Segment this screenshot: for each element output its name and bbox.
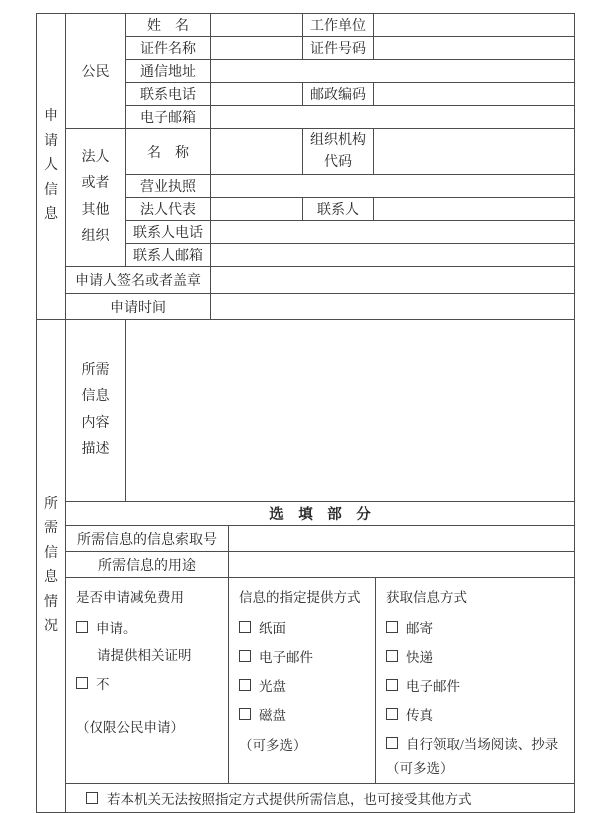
- section-label-required-info-text: 所需信息情况: [44, 496, 58, 635]
- signature-input[interactable]: [211, 267, 575, 294]
- index-number-label: 所需信息的信息索取号: [66, 526, 229, 552]
- other-method-cell: [66, 784, 575, 813]
- delivery-option-disk[interactable]: [239, 704, 369, 724]
- obtain-option-self-pickup-label: 自行领取/当场阅读、抄录: [406, 737, 559, 753]
- phone-input[interactable]: [211, 83, 303, 106]
- apply-date-input[interactable]: [211, 294, 575, 320]
- contact-phone-input[interactable]: [211, 221, 575, 244]
- checkbox-apply-icon[interactable]: [76, 621, 88, 633]
- checkbox-express-icon[interactable]: [386, 650, 398, 662]
- fee-waiver-apply-note: 请提供相关证明: [97, 648, 192, 664]
- group-label-citizen: [66, 14, 126, 129]
- license-label: 营业执照: [126, 175, 211, 198]
- delivery-option-email[interactable]: [239, 646, 369, 666]
- checkbox-disk-icon[interactable]: [239, 708, 251, 720]
- obtain-option-fax-label: 传真: [406, 708, 433, 724]
- checkbox-paper-icon[interactable]: [239, 621, 251, 633]
- checkbox-fax-icon[interactable]: [386, 708, 398, 720]
- group-label-organization: [66, 129, 126, 267]
- address-input[interactable]: [211, 60, 575, 83]
- obtain-option-express[interactable]: [386, 646, 568, 666]
- legal-rep-label: 法人代表: [126, 198, 211, 221]
- description-input[interactable]: [126, 320, 575, 502]
- obtain-option-fax[interactable]: [386, 704, 568, 724]
- obtain-option-mail-label: 邮寄: [406, 621, 433, 637]
- description-label-text: 所需信息内容描述: [81, 362, 110, 458]
- address-label: 通信地址: [126, 60, 211, 83]
- delivery-method-cell: [229, 578, 376, 784]
- signature-label: 申请人签名或者盖章: [66, 267, 211, 294]
- delivery-method-title: 信息的指定提供方式: [239, 590, 361, 606]
- obtain-option-email-label: 电子邮件: [406, 679, 460, 695]
- purpose-input[interactable]: [229, 552, 575, 578]
- org-code-label: [303, 129, 374, 175]
- id-type-label: 证件名称: [126, 37, 211, 60]
- name-label: 姓 名: [126, 14, 211, 37]
- section-label-applicant-text: 申请人信息: [44, 109, 58, 223]
- group-label-citizen-text: 公民: [81, 65, 110, 80]
- required-info-table: [36, 319, 575, 813]
- postcode-label: 邮政编码: [303, 83, 374, 106]
- work-unit-label: 工作单位: [303, 14, 374, 37]
- contact-label: 联系人: [303, 198, 374, 221]
- fee-waiver-option-no[interactable]: [76, 673, 222, 693]
- id-number-label: 证件号码: [303, 37, 374, 60]
- checkbox-cd-icon[interactable]: [239, 679, 251, 691]
- apply-date-label: 申请时间: [66, 294, 211, 320]
- delivery-option-disk-label: 磁盘: [259, 708, 286, 724]
- postcode-input[interactable]: [374, 83, 575, 106]
- delivery-method-note: （可多选）: [239, 738, 307, 754]
- phone-label: 联系电话: [126, 83, 211, 106]
- obtain-option-email[interactable]: [386, 675, 568, 695]
- checkbox-obtain-email-icon[interactable]: [386, 679, 398, 691]
- email-input[interactable]: [211, 106, 575, 129]
- work-unit-input[interactable]: [374, 14, 575, 37]
- section-label-applicant: [37, 14, 66, 320]
- fee-waiver-option-apply[interactable]: [76, 617, 222, 637]
- org-name-label: 名 称: [126, 129, 211, 175]
- id-number-input[interactable]: [374, 37, 575, 60]
- delivery-option-email-label: 电子邮件: [259, 650, 313, 666]
- checkbox-other-method-icon[interactable]: [86, 792, 98, 804]
- checkbox-self-pickup-icon[interactable]: [386, 737, 398, 749]
- delivery-option-paper[interactable]: [239, 617, 369, 637]
- fee-waiver-option-apply-label: 申请。: [96, 621, 137, 637]
- index-number-input[interactable]: [229, 526, 575, 552]
- checkbox-delivery-email-icon[interactable]: [239, 650, 251, 662]
- application-form: [36, 13, 574, 813]
- group-label-organization-text: 法人或者其他组织: [81, 149, 110, 245]
- email-label: 电子邮箱: [126, 106, 211, 129]
- obtain-option-self-pickup[interactable]: [386, 733, 568, 753]
- applicant-info-table: [36, 13, 575, 320]
- org-code-input[interactable]: [374, 129, 575, 175]
- delivery-option-paper-label: 纸面: [259, 621, 286, 637]
- fee-waiver-option-no-label: 不: [96, 677, 110, 693]
- obtain-option-express-label: 快递: [406, 650, 433, 666]
- other-method-note-label: 若本机关无法按照指定方式提供所需信息，也可接受其他方式: [107, 792, 472, 808]
- optional-section-header: 选 填 部 分: [66, 502, 575, 526]
- name-input[interactable]: [211, 14, 303, 37]
- org-name-input[interactable]: [211, 129, 303, 175]
- obtain-method-cell: [376, 578, 575, 784]
- checkbox-no-icon[interactable]: [76, 677, 88, 689]
- section-label-required-info: [37, 320, 66, 813]
- license-input[interactable]: [211, 175, 575, 198]
- obtain-option-mail[interactable]: [386, 617, 568, 637]
- delivery-option-cd[interactable]: [239, 675, 369, 695]
- id-type-input[interactable]: [211, 37, 303, 60]
- org-code-label-text: 组织机构代码: [309, 133, 366, 170]
- contact-input[interactable]: [374, 198, 575, 221]
- contact-email-input[interactable]: [211, 244, 575, 267]
- fee-waiver-cell: [66, 578, 229, 784]
- fee-waiver-note: （仅限公民申请）: [76, 720, 184, 736]
- obtain-method-note: （可多选）: [386, 761, 454, 777]
- delivery-option-cd-label: 光盘: [259, 679, 286, 695]
- description-label: [66, 320, 126, 502]
- purpose-label: 所需信息的用途: [66, 552, 229, 578]
- contact-email-label: 联系人邮箱: [126, 244, 211, 267]
- legal-rep-input[interactable]: [211, 198, 303, 221]
- checkbox-mail-icon[interactable]: [386, 621, 398, 633]
- fee-waiver-title: 是否申请减免费用: [76, 590, 184, 606]
- obtain-method-title: 获取信息方式: [386, 590, 467, 606]
- contact-phone-label: 联系人电话: [126, 221, 211, 244]
